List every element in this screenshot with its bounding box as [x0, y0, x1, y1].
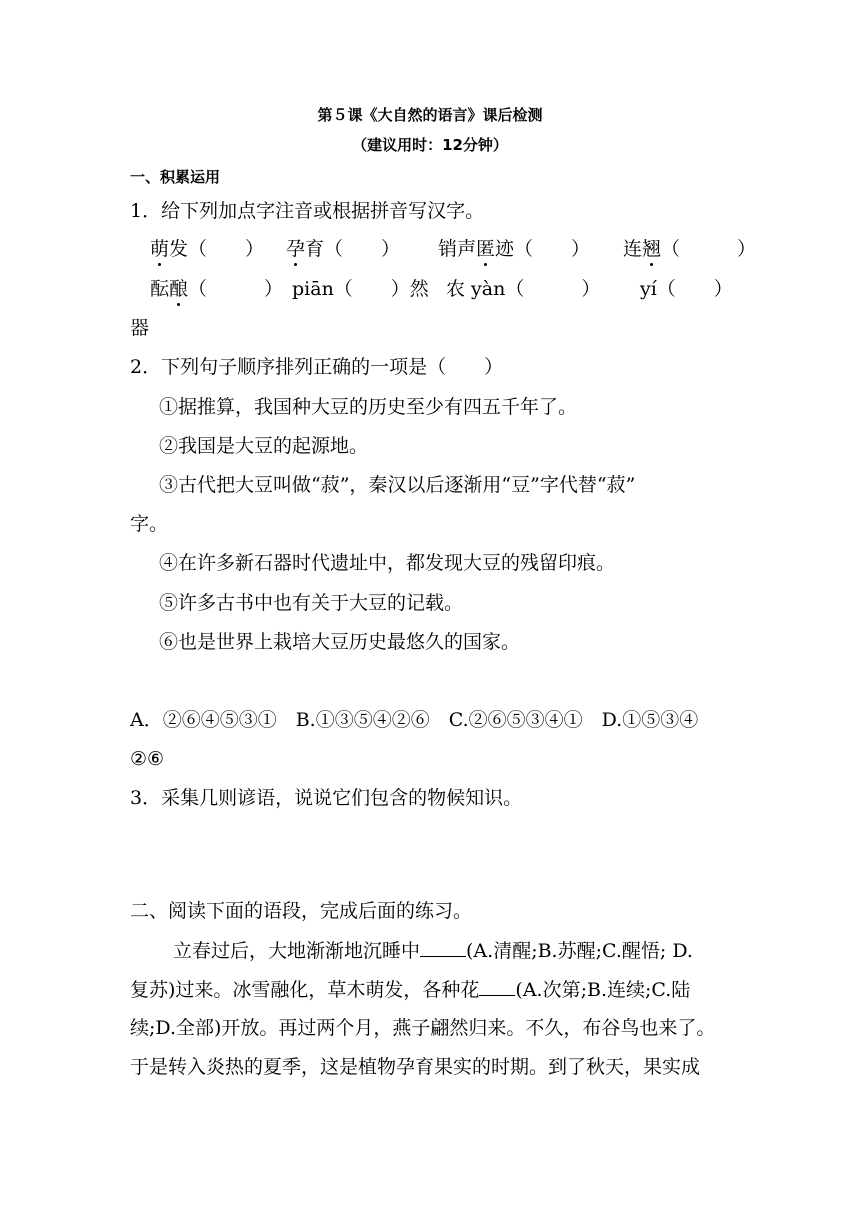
- reading-line-2: 复苏)过来。冰雪融化，草木萌发，各种花 (A.次第;B.连续;C.陆: [130, 979, 691, 1001]
- q2-sentence-6: ⑥也是世界上栽培大豆历史最悠久的国家。: [159, 631, 521, 653]
- section-2-heading: 二、阅读下面的语段，完成后面的练习。: [130, 900, 473, 922]
- section-1-heading: 一、积累运用: [130, 168, 221, 186]
- q1-item-6: piān（ ）然: [292, 278, 429, 300]
- q1-stem: 1．给下列加点字注音或根据拼音写汉字。: [130, 200, 485, 222]
- q2-sentence-5: ⑤许多古书中也有关于大豆的记载。: [159, 592, 464, 614]
- q2-sentence-1: ①据推算，我国种大豆的历史至少有四五千年了。: [159, 396, 578, 418]
- q3-stem: 3．采集几则谚语，说说它们包含的物候知识。: [130, 787, 523, 809]
- q2-sentence-4: ④在许多新石器时代遗址中，都发现大豆的残留印痕。: [159, 552, 616, 574]
- q1-row-2-tail: 器: [130, 317, 150, 339]
- fill-blank-2[interactable]: [479, 977, 515, 996]
- page-title: 第５课《大自然的语言》课后检测: [317, 106, 543, 124]
- reading-line-3: 续;D.全部)开放。再过两个月，燕子翩然归来。不久，布谷鸟也来了。: [130, 1017, 716, 1039]
- q2-sentence-3-tail: 字。: [130, 513, 169, 535]
- q1-item-2: 孕育（ ）: [286, 238, 401, 260]
- page-subtitle: （建议用时：12分钟）: [352, 136, 508, 154]
- q2-stem: 2．下列句子顺序排列正确的一项是（ ）: [130, 356, 504, 378]
- q2-options: A．②⑥④⑤③① B.①③⑤④②⑥ C.②⑥⑤③④① D.①⑤③④: [130, 709, 699, 731]
- reading-line-1: 立春过后，大地渐渐地沉睡中 (A.清醒;B.苏醒;C.醒悟; D.: [173, 940, 693, 962]
- q1-item-7: 农 yàn（ ）: [446, 278, 601, 300]
- q1-item-5: 酝酿（ ）: [150, 278, 284, 300]
- q1-item-1: 萌发（ ）: [150, 238, 265, 260]
- q2-options-tail: ②⑥: [130, 748, 165, 770]
- q1-item-4: 连翘（ ）: [623, 238, 757, 260]
- q2-sentence-2: ②我国是大豆的起源地。: [159, 435, 369, 457]
- fill-blank-1[interactable]: [420, 938, 466, 957]
- q2-sentence-3: ③古代把大豆叫做“菽”，秦汉以后逐渐用“豆”字代替“菽”: [159, 474, 636, 496]
- q1-item-3: 销声匿迹（ ）: [438, 238, 591, 260]
- reading-line-4: 于是转入炎热的夏季，这是植物孕育果实的时期。到了秋天，果实成: [130, 1056, 701, 1078]
- q1-item-8: yí（ ）: [640, 278, 733, 300]
